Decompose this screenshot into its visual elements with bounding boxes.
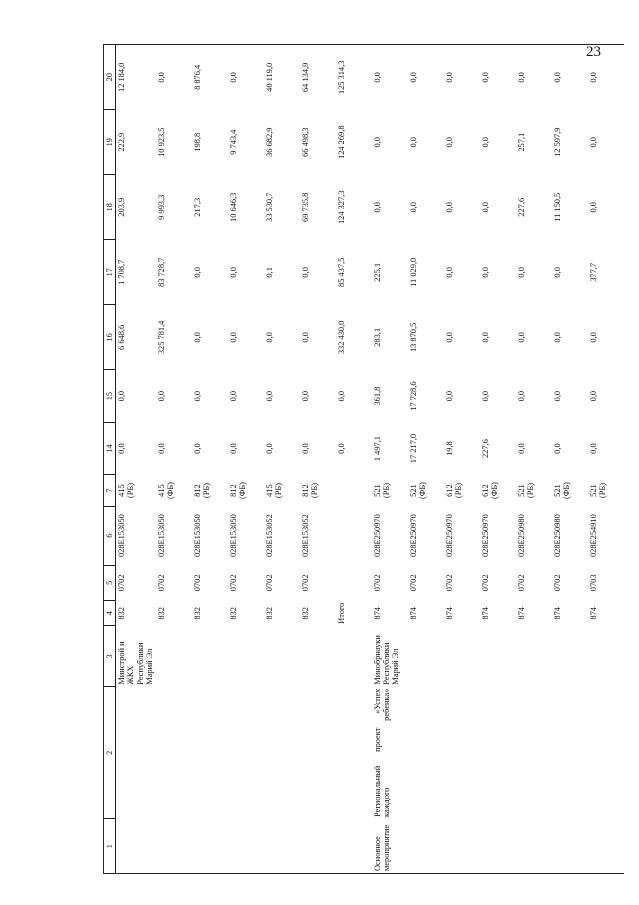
executor-cell [408, 626, 444, 687]
amount-col18-cell: 124 327,3 [336, 190, 346, 225]
expense-type-cell: 521 (РБ) [372, 483, 392, 499]
grbs-code-cell: 832 [228, 607, 238, 620]
section-code-cell: 0703 [588, 574, 598, 592]
section-code-cell: 0702 [192, 574, 202, 592]
amount-col19-cell: 124 269,8 [336, 125, 346, 159]
grbs-code-cell: 874 [408, 607, 418, 620]
table-row [116, 45, 156, 874]
amount-col16-cell: 0,0 [588, 332, 598, 343]
amount-col18-cell: 10 646,3 [228, 192, 238, 222]
expense-type-cell: 521 (РБ) [516, 483, 536, 499]
header-cell: 14 [104, 422, 116, 474]
amount-col18-cell: 0,0 [588, 202, 598, 213]
section-code-cell: 0702 [480, 574, 490, 592]
amount-col14-cell: 0,0 [516, 443, 526, 454]
amount-col17-cell: 1 708,7 [117, 259, 126, 285]
project-name-cell [372, 687, 408, 819]
activity-type-cell [300, 819, 336, 874]
amount-col18-cell: 69 735,8 [300, 192, 310, 222]
header-cell: 20 [104, 45, 116, 110]
project-name-cell [116, 687, 156, 819]
expense-type-cell: 812 (РБ) [300, 483, 320, 499]
amount-col15-cell: 0,0 [516, 390, 526, 402]
executor-cell [192, 626, 228, 687]
activity-type-cell [444, 819, 480, 874]
executor-cell [516, 626, 552, 687]
amount-col17-cell: 377,7 [588, 262, 598, 282]
amount-col17-cell: 11 029,0 [408, 257, 418, 287]
amount-col19-cell: 36 682,9 [264, 127, 274, 157]
budget-table [103, 44, 624, 874]
amount-col15-cell: 0,0 [300, 390, 310, 402]
grbs-code-cell: Итого [336, 602, 346, 624]
amount-col15-cell: 0,0 [192, 390, 202, 402]
amount-col14-cell: 1 497,1 [372, 436, 382, 462]
header-cell: 16 [104, 305, 116, 370]
amount-col20-cell: 0,0 [156, 45, 192, 110]
project-name-cell [588, 687, 624, 819]
amount-col20-cell: 0,0 [228, 45, 264, 110]
executor-cell: Минобрнауки Республики Марий Эл [372, 635, 401, 685]
amount-col16-cell: 325 781,4 [156, 320, 166, 355]
amount-col16-cell: 0,0 [228, 332, 238, 343]
grbs-code-cell: 874 [552, 607, 562, 620]
project-name-text: Региональный проект «Успех каждого ребенка» [372, 688, 392, 817]
amount-col14-cell: 0,0 [300, 443, 310, 454]
activity-type-cell [516, 819, 552, 874]
amount-col14-cell: 0,0 [117, 443, 126, 454]
grbs-code-cell: 874 [588, 607, 598, 620]
target-article-cell: 028E250970 [408, 514, 418, 558]
grbs-code-cell: 874 [444, 607, 454, 620]
target-article-cell: 028E153050 [156, 514, 166, 558]
project-name-cell [300, 687, 336, 819]
table-row [228, 45, 264, 874]
amount-col16-cell: 0,0 [516, 332, 526, 343]
project-name-cell [228, 687, 264, 819]
header-cell: 1 [104, 819, 116, 874]
amount-col17-cell: 0,0 [552, 267, 562, 278]
amount-col20-cell: 40 119,0 [264, 45, 300, 110]
amount-col20-cell: 0,0 [516, 45, 552, 110]
amount-col19-cell: 222,9 [117, 132, 126, 152]
target-article-cell: 028E153050 [192, 514, 202, 558]
amount-col16-cell: 0,0 [480, 332, 490, 343]
header-row [104, 45, 116, 874]
executor-cell [228, 626, 264, 687]
target-article-cell: 028E250980 [516, 514, 526, 558]
project-name-cell [552, 687, 588, 819]
activity-type-cell [480, 819, 516, 874]
amount-col18-cell: 203,9 [117, 197, 126, 217]
amount-col15-cell: 0,0 [156, 390, 166, 402]
table-body [116, 45, 624, 874]
target-article-cell: 028E153052 [264, 514, 274, 558]
executor-cell: Минстрой и ЖКХ Республики Марий Эл [117, 641, 155, 685]
activity-type-cell [336, 819, 372, 874]
grbs-code-cell: 874 [480, 607, 490, 620]
table-row [372, 45, 408, 874]
amount-col15-cell: 17 728,6 [408, 381, 418, 411]
amount-col19-cell: 0,0 [444, 137, 454, 148]
header-cell: 6 [104, 506, 116, 565]
amount-col19-cell: 10 923,5 [156, 127, 166, 157]
project-name-cell [336, 687, 372, 819]
table-row [300, 45, 336, 874]
header-cell: 2 [104, 687, 116, 819]
project-name-cell [444, 687, 480, 819]
amount-col14-cell: 0,0 [228, 443, 238, 454]
amount-col14-cell: 227,6 [480, 439, 490, 458]
amount-col14-cell: 19,8 [444, 441, 454, 456]
project-name-cell [264, 687, 300, 819]
amount-col14-cell: 17 217,0 [408, 433, 418, 464]
amount-col19-cell: 0,0 [372, 137, 382, 148]
amount-col16-cell: 13 870,5 [408, 322, 418, 353]
amount-col20-cell: 0,0 [552, 45, 588, 110]
activity-type-cell [156, 819, 192, 874]
section-code-cell: 0702 [156, 574, 166, 592]
section-code-cell: 0702 [117, 574, 126, 592]
header-cell: 3 [104, 626, 116, 687]
amount-col19-cell: 0,0 [480, 137, 490, 148]
amount-col17-cell: 225,1 [372, 262, 382, 282]
table-row [516, 45, 552, 874]
project-name-cell [408, 687, 444, 819]
amount-col20-cell: 0,0 [480, 45, 516, 110]
expense-type-cell: 521 (РБ) [588, 483, 608, 499]
amount-col16-cell: 332 430,0 [336, 320, 346, 355]
amount-col20-cell: 0,0 [444, 45, 480, 110]
project-name-cell [156, 687, 192, 819]
table-row [336, 45, 372, 874]
target-article-cell: 028E250970 [372, 514, 382, 558]
amount-col18-cell: 0,0 [372, 202, 382, 213]
amount-col17-cell: 83 728,7 [156, 257, 166, 287]
target-article-cell: 028E254910 [588, 514, 598, 558]
amount-col15-cell: 0,0 [336, 390, 346, 402]
target-article-cell: 028E250970 [444, 514, 454, 558]
amount-col15-cell: 0,0 [264, 390, 274, 402]
section-code-cell: 0702 [300, 574, 310, 592]
executor-cell [156, 626, 192, 687]
activity-type-cell [264, 819, 300, 874]
section-code-cell: 0702 [408, 574, 418, 592]
executor-cell [588, 626, 624, 687]
amount-col14-cell: 0,0 [264, 443, 274, 454]
amount-col14-cell: 0,0 [156, 443, 166, 454]
header-cell: 17 [104, 240, 116, 305]
expense-type-cell: 612 (РБ) [444, 483, 464, 499]
header-cell: 15 [104, 370, 116, 422]
target-article-cell: 028E153050 [228, 514, 238, 558]
amount-col18-cell: 0,0 [408, 202, 418, 213]
table-row [264, 45, 300, 874]
amount-col20-cell: 64 134,9 [300, 45, 336, 110]
executor-cell [444, 626, 480, 687]
grbs-code-cell: 874 [372, 607, 382, 620]
amount-col15-cell: 0,0 [117, 390, 126, 402]
project-name-cell [480, 687, 516, 819]
activity-type-cell [228, 819, 264, 874]
target-article-cell: 028E250970 [480, 514, 490, 558]
amount-col17-cell: 0,0 [516, 267, 526, 278]
rotated-table-container [103, 44, 618, 874]
expense-type-cell: 612 (ФБ) [480, 482, 500, 500]
amount-col19-cell: 0,0 [408, 137, 418, 148]
amount-col17-cell: 0,0 [300, 267, 310, 278]
expense-type-cell: 521 (ФБ) [408, 482, 428, 500]
executor-cell [264, 626, 300, 687]
amount-col17-cell: 0,0 [228, 267, 238, 278]
target-article-cell: 028E250980 [552, 514, 562, 558]
executor-cell [552, 626, 588, 687]
expense-type-cell: 415 (ФБ) [156, 482, 176, 500]
amount-col14-cell: 0,0 [336, 443, 346, 454]
amount-col18-cell: 9 993,3 [156, 194, 166, 220]
amount-col20-cell: 0,0 [588, 45, 624, 110]
table-row [480, 45, 516, 874]
amount-col15-cell: 0,0 [480, 390, 490, 402]
amount-col20-cell: 8 876,4 [192, 45, 228, 110]
activity-type-cell: Основное мероприятие [372, 819, 408, 874]
amount-col16-cell: 0,0 [192, 332, 202, 343]
amount-col20-cell: 125 314,3 [336, 45, 372, 110]
amount-col16-cell: 283,1 [372, 327, 382, 347]
expense-type-cell: 812 (ФБ) [228, 482, 248, 500]
amount-col14-cell: 0,0 [588, 443, 598, 454]
activity-type-cell [116, 819, 156, 874]
section-code-cell: 0702 [372, 574, 382, 592]
amount-col20-cell: 0,0 [408, 45, 444, 110]
activity-type-cell [588, 819, 624, 874]
amount-col16-cell: 0,0 [300, 332, 310, 343]
grbs-code-cell: 832 [300, 607, 310, 620]
amount-col18-cell: 0,0 [444, 202, 454, 213]
grbs-code-cell: 874 [516, 607, 526, 620]
target-article-cell: 028E153052 [300, 514, 310, 558]
section-code-cell: 0702 [444, 574, 454, 592]
grbs-code-cell: 832 [117, 607, 126, 620]
table-row [192, 45, 228, 874]
activity-type-cell [552, 819, 588, 874]
page-number: 23 [586, 44, 601, 60]
amount-col14-cell: 0,0 [192, 443, 202, 454]
amount-col17-cell: 85 437,5 [336, 257, 346, 287]
amount-col16-cell: 0,0 [552, 332, 562, 343]
amount-col19-cell: 12 597,9 [552, 127, 562, 157]
amount-col20-cell: 12 184,0 [116, 45, 156, 110]
activity-type-cell [408, 819, 444, 874]
amount-col19-cell: 0,0 [588, 137, 598, 148]
amount-col16-cell: 0,0 [264, 332, 274, 343]
amount-col19-cell: 9 743,4 [228, 129, 238, 155]
amount-col15-cell: 0,0 [444, 390, 454, 402]
amount-col18-cell: 33 530,7 [264, 192, 274, 222]
section-code-cell: 0702 [228, 574, 238, 592]
header-cell: 4 [104, 601, 116, 626]
grbs-code-cell: 832 [264, 607, 274, 620]
section-code-cell: 0702 [264, 574, 274, 592]
grbs-code-cell: 832 [192, 607, 202, 620]
project-name-cell [516, 687, 552, 819]
amount-col17-cell: 0,1 [264, 267, 274, 278]
header-cell: 7 [104, 475, 116, 506]
amount-col19-cell: 257,1 [516, 132, 526, 152]
amount-col18-cell: 217,3 [192, 197, 202, 217]
amount-col15-cell: 0,0 [228, 390, 238, 402]
expense-type-cell: 812 (РБ) [192, 483, 212, 499]
expense-type-cell: 521 (ФБ) [552, 482, 572, 500]
section-code-cell [336, 565, 372, 601]
expense-type-cell [336, 475, 372, 506]
table-row [444, 45, 480, 874]
grbs-code-cell: 832 [156, 607, 166, 620]
amount-col15-cell: 0,0 [588, 390, 598, 402]
header-cell: 5 [104, 565, 116, 601]
section-code-cell: 0702 [552, 574, 562, 592]
amount-col15-cell: 361,8 [372, 386, 382, 406]
amount-col17-cell: 0,0 [192, 267, 202, 278]
table-row [588, 45, 624, 874]
table-row [156, 45, 192, 874]
amount-col15-cell: 0,0 [552, 390, 562, 402]
expense-type-cell: 415 (РБ) [117, 483, 136, 499]
expense-type-cell: 415 (РБ) [264, 483, 284, 499]
target-article-cell: 028E153050 [117, 514, 126, 558]
amount-col14-cell: 0,0 [552, 443, 562, 454]
target-article-cell [336, 506, 372, 565]
executor-cell [480, 626, 516, 687]
amount-col17-cell: 0,0 [480, 267, 490, 278]
executor-cell [300, 626, 336, 687]
amount-col17-cell: 0,0 [444, 267, 454, 278]
amount-col18-cell: 11 150,5 [552, 192, 562, 222]
header-cell: 18 [104, 175, 116, 240]
amount-col19-cell: 198,8 [192, 132, 202, 152]
amount-col16-cell: 0,0 [444, 332, 454, 343]
table-row [552, 45, 588, 874]
amount-col20-cell: 0,0 [372, 45, 408, 110]
amount-col18-cell: 0,0 [480, 202, 490, 213]
amount-col16-cell: 6 648,6 [117, 324, 126, 350]
project-name-cell [192, 687, 228, 819]
header-cell: 19 [104, 110, 116, 175]
amount-col18-cell: 227,6 [516, 197, 526, 217]
section-code-cell: 0702 [516, 574, 526, 592]
amount-col19-cell: 66 498,3 [300, 127, 310, 157]
executor-cell [336, 626, 372, 687]
activity-type-cell [192, 819, 228, 874]
table-row [408, 45, 444, 874]
